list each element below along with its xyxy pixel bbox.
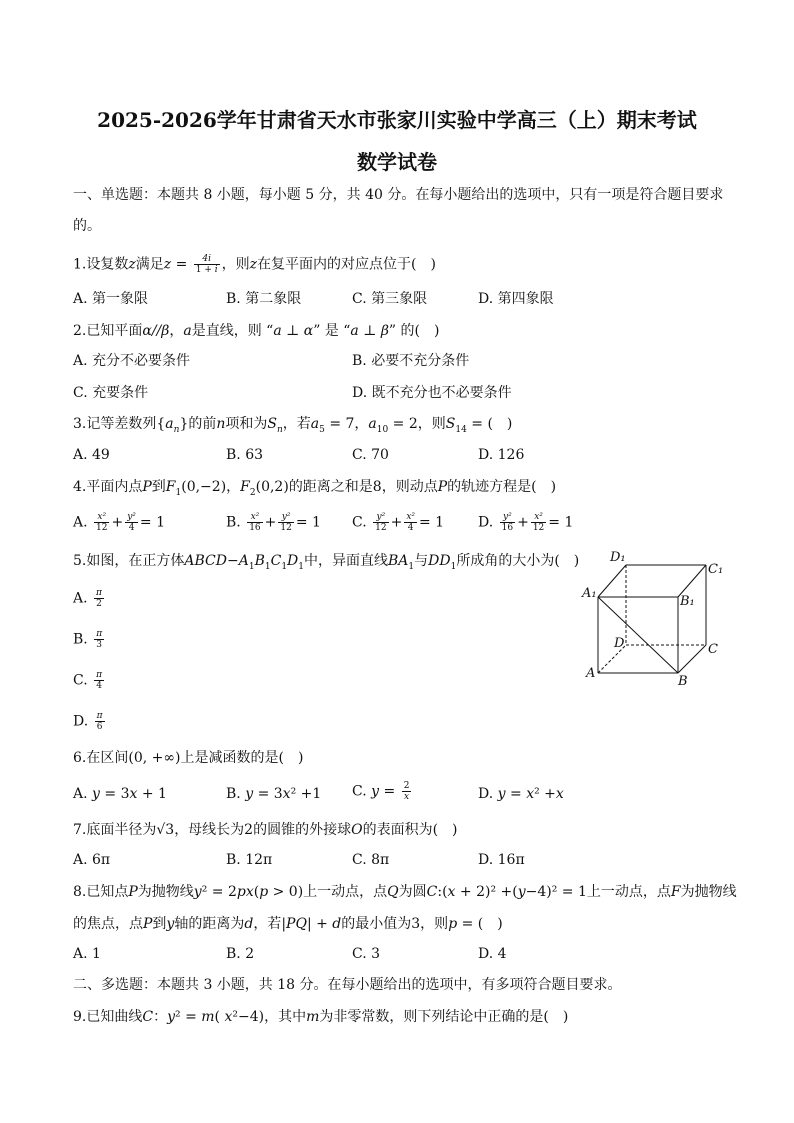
q7-option-a: A. 6π	[73, 852, 111, 868]
q8-option-b: B. 2	[226, 946, 255, 962]
cube-figure	[578, 545, 728, 690]
q5-option-d: D. $\frac{\pi}{6}$	[73, 711, 103, 732]
q1-option-c: C. 第三象限	[352, 291, 428, 307]
label-b: B	[678, 674, 688, 689]
q5-option-b: B. $\frac{\pi}{3}$	[73, 629, 103, 650]
q1-option-b: B. 第二象限	[226, 291, 302, 307]
q6-option-b: B. y = 3x² +1	[226, 786, 322, 802]
q1-option-a: A. 第一象限	[73, 291, 149, 307]
q7-option-b: B. 12π	[226, 852, 273, 868]
edge-b1c1	[678, 565, 706, 597]
section2-header: 二、多选题：本题共 3 小题，共 18 分。在每小题给出的选项中，有多项符合题目要求。	[73, 977, 622, 993]
q3-option-d: D. 126	[478, 447, 525, 463]
q7-option-c: C. 8π	[352, 852, 390, 868]
question-1: 1.设复数z满足z = $\frac{4i}{1 + i}$ ，则z在复平面内的对应点位于( )	[73, 254, 436, 275]
q7-option-d: D. 16π	[478, 852, 525, 868]
q4-option-b: B. $\frac{\text{x²}}{16}$ + $\frac{\text{y²}}{12}$ = 1	[226, 512, 321, 533]
q2-option-a: A. 充分不必要条件	[73, 353, 191, 369]
edge-bc	[678, 645, 706, 673]
label-c1: C₁	[708, 562, 724, 577]
q2-option-b: B. 必要不充分条件	[352, 353, 470, 369]
label-d: D	[614, 636, 625, 651]
q3-option-b: B. 63	[226, 447, 264, 463]
q6-option-c: C. y = $\frac{2}{x}$	[352, 781, 410, 802]
label-b1: B₁	[680, 594, 695, 609]
q4-option-c: C. $\frac{\text{y²}}{12}$ + $\frac{\text{x²}}{4}$ = 1	[352, 512, 445, 533]
edge-a1d1	[598, 565, 626, 597]
question-6: 6.在区间(0, +∞)上是减函数的是( )	[73, 750, 304, 766]
question-9: 9.已知曲线C：y² = m( x²−4)，其中m为非零常数，则下列结论中正确的是( )	[73, 1009, 569, 1025]
q5-option-a: A. $\frac{\pi}{2}$	[73, 588, 102, 609]
q2-option-d: D. 既不充分也不必要条件	[352, 385, 512, 401]
q3-option-a: A. 49	[73, 447, 110, 463]
question-8-line1: 8.已知点P为抛物线y² = 2px(p > 0)上一动点，点Q为圆C:(x + 2)² +(y−4)² = 1上一动点，点F为抛物线	[73, 884, 737, 900]
q4-option-d: D. $\frac{\text{y²}}{16}$ + $\frac{\text{x²}}{12}$ = 1	[478, 512, 574, 533]
q2-option-c: C. 充要条件	[73, 385, 149, 401]
q1-option-d: D. 第四象限	[478, 291, 554, 307]
label-a1: A₁	[582, 586, 597, 601]
q5-option-c: C. $\frac{\pi}{4}$	[73, 670, 103, 691]
section1-header: 一、单选题：本题共 8 小题，每小题 5 分，共 40 分。在每小题给出的选项中，只有一项是符合题目要求	[73, 187, 724, 203]
q8-option-a: A. 1	[73, 946, 101, 962]
label-c: C	[708, 642, 718, 657]
q6-option-d: D. y = x² +x	[478, 786, 564, 802]
label-a: A	[586, 666, 596, 681]
question-7: 7.底面半径为√3，母线长为2的圆锥的外接球O的表面积为( )	[73, 822, 458, 838]
q6-option-a: A. y = 3x + 1	[73, 786, 167, 802]
q4-option-a: A. $\frac{\text{x²}}{12}$ + $\frac{\text{y²}}{4}$ = 1	[73, 512, 165, 533]
question-8-line2: 的焦点，点P到y轴的距离为d，若|PQ| + d的最小值为3，则p = ( )	[73, 916, 503, 932]
section1-header-cont: 的。	[73, 218, 101, 234]
exam-title-line2: 数学试卷	[357, 150, 437, 174]
label-d1: D₁	[610, 550, 626, 565]
q3-option-c: C. 70	[352, 447, 389, 463]
question-3: 3.记等差数列$\{a_n\}$的前n项和为$S_n$，若$a_5 = 7$，$a_{10} = 2$，则$S_{14}$ = ( )	[73, 416, 513, 435]
question-4: 4.平面内点P到$F_1(0,-2)$，$F_2(0,2)$的距离之和是8，则动点P的轨迹方程是( )	[73, 479, 557, 498]
q8-option-d: D. 4	[478, 946, 507, 962]
question-2: 2.已知平面α//β，a是直线，则 “a ⊥ α” 是 “a ⊥ β” 的( )	[73, 323, 440, 339]
q8-option-c: C. 3	[352, 946, 381, 962]
exam-title-line1: 2025-2026学年甘肃省天水市张家川实验中学高三（上）期末考试	[97, 108, 697, 132]
question-5: 5.如图，在正方体$ABCD-A_1B_1C_1D_1$中，异面直线$BA_1$与$DD_1$所成角的大小为( )	[73, 553, 580, 572]
